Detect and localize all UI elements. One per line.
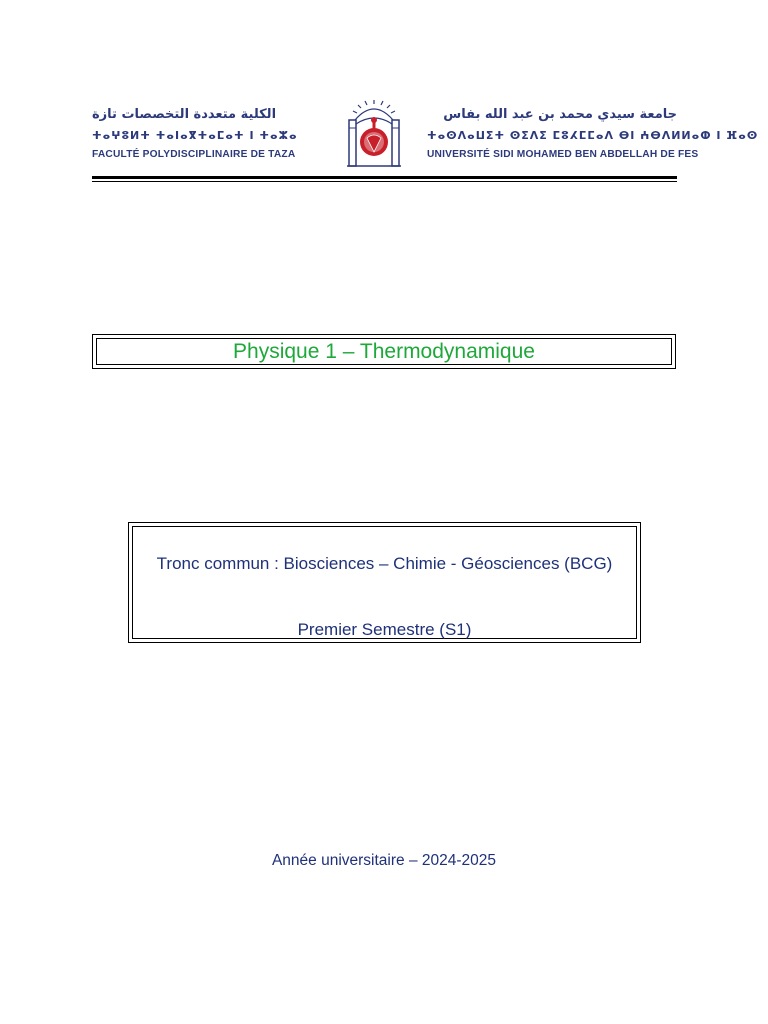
faculty-name-arabic: الكلية متعددة التخصصات تازة — [92, 107, 277, 122]
course-title-box — [92, 334, 676, 369]
program-info-box — [128, 522, 641, 643]
program-track: Tronc commun : Biosciences – Chimie - Géosciences (BCG) — [156, 554, 613, 573]
university-name-block — [427, 106, 759, 160]
program-info-inner-border — [132, 526, 637, 639]
header-rule-thin — [92, 181, 677, 182]
academic-year: Année universitaire – 2024-2025 — [271, 852, 497, 869]
university-name-arabic: جامعة سيدي محمد بن عبد الله بفاس — [443, 107, 677, 122]
faculty-name-block — [92, 106, 342, 160]
document-header — [92, 98, 759, 182]
university-seal-logo — [345, 98, 403, 170]
header-rule-thick — [92, 176, 677, 179]
faculty-name-latin: FACULTÉ POLYDISCIPLINAIRE DE TAZA — [92, 149, 296, 160]
course-title-inner-border — [96, 338, 672, 365]
course-title: Physique 1 – Thermodynamique — [233, 340, 535, 363]
program-semester: Premier Semestre (S1) — [297, 620, 472, 639]
faculty-name-tifinagh: ⵜⴰⵖⵓⵍⵜ ⵜⴰⵏⴰⴳⵜⴰⵎⴰⵜ ⵏ ⵜⴰⵣⴰ — [92, 129, 298, 142]
university-name-latin: UNIVERSITÉ SIDI MOHAMED BEN ABDELLAH DE FES — [427, 149, 699, 160]
university-name-tifinagh: ⵜⴰⵙⴷⴰⵡⵉⵜ ⵙⵉⴷⵉ ⵎⵓⵃⵎⵎⴰⴷ ⴱⵏ ⵄⴱⴷⵍⵍⴰⵀ ⵏ ⴼⴰⵙ — [427, 129, 759, 142]
